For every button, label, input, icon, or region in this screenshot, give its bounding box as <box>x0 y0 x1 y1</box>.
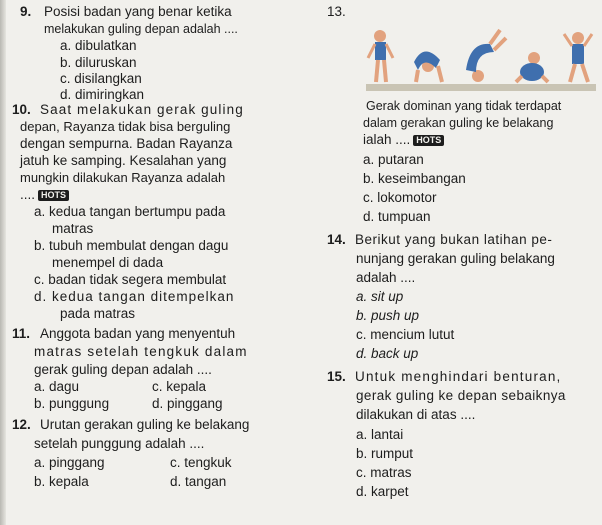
q10-line2: depan, Rayanza tidak bisa berguling <box>20 119 231 134</box>
q13-hots-badge: HOTS <box>413 135 444 146</box>
q11-option-d: d. pinggang <box>152 396 223 411</box>
figure-1 <box>368 30 393 82</box>
q15-line1: Untuk menghindari benturan, <box>355 369 562 384</box>
q10-dots: .... <box>20 187 36 202</box>
q11-line1: Anggota badan yang menyentuh <box>40 326 236 341</box>
q14-option-b: b. push up <box>356 308 420 323</box>
q13-line3 <box>363 132 444 148</box>
q11-line3: gerak guling depan adalah .... <box>34 362 212 377</box>
guling-sequence-illustration <box>366 22 596 94</box>
q13-number: 13. <box>327 4 346 19</box>
q15-line2: gerak guling ke depan sebaiknya <box>356 388 566 403</box>
q10-line3: dengan sempurna. Badan Rayanza <box>20 136 233 151</box>
q15-option-c: c. matras <box>356 465 412 480</box>
q11-option-b: b. punggung <box>34 396 110 411</box>
q11-option-a: a. dagu <box>34 379 80 394</box>
q10-option-b: b. tubuh membulat dengan dagu <box>34 238 229 253</box>
q9-line1: Posisi badan yang benar ketika <box>44 4 232 19</box>
q13-option-c: c. lokomotor <box>363 190 437 205</box>
q14-number: 14. <box>327 232 346 247</box>
q11-number: 11. <box>12 326 31 341</box>
figure-5 <box>564 32 592 82</box>
q14-line2: nunjang gerakan guling belakang <box>356 251 555 266</box>
q10-option-c: c. badan tidak segera membulat <box>34 272 227 287</box>
q9-option-a: a. dibulatkan <box>60 38 137 53</box>
q12-line2: setelah punggung adalah .... <box>34 436 205 451</box>
page-binding-edge <box>0 0 6 525</box>
q12-line1: Urutan gerakan guling ke belakang <box>40 417 250 432</box>
q15-option-a: a. lantai <box>356 427 404 442</box>
q13-option-a: a. putaran <box>363 152 424 167</box>
q10-hots-badge: HOTS <box>38 190 69 201</box>
q10-line5: mungkin dilakukan Rayanza adalah <box>20 170 226 185</box>
q10-option-a: a. kedua tangan bertumpu pada <box>34 204 226 219</box>
q15-number: 15. <box>327 369 346 384</box>
q13-line2: dalam gerakan guling ke belakang <box>363 116 554 130</box>
q14-line3: adalah .... <box>356 270 416 285</box>
q14-option-d: d. back up <box>356 346 419 361</box>
q9-line2: melakukan guling depan adalah .... <box>44 22 238 36</box>
q10-dots-hots <box>20 187 69 203</box>
q9-option-b: b. diluruskan <box>60 55 137 70</box>
figure-4 <box>516 52 548 82</box>
q13-line1: Gerak dominan yang tidak terdapat <box>366 99 562 113</box>
q11-option-c: c. kepala <box>152 379 207 394</box>
mat <box>366 84 596 91</box>
q14-option-c: c. mencium lutut <box>356 327 455 342</box>
q15-line3: dilakukan di atas .... <box>356 407 476 422</box>
q15-option-b: b. rumput <box>356 446 414 461</box>
q10-option-d-cont: pada matras <box>60 306 136 321</box>
q13-option-b: b. keseimbangan <box>363 171 466 186</box>
q13-option-d: d. tumpuan <box>363 209 431 224</box>
q9-option-c: c. disilangkan <box>60 71 142 86</box>
q12-option-a: a. pinggang <box>34 455 105 470</box>
q9-option-d: d. dimiringkan <box>60 87 145 102</box>
q9-number: 9. <box>20 4 32 19</box>
q10-line1: Saat melakukan gerak guling <box>40 102 244 117</box>
q12-option-c: c. tengkuk <box>170 455 232 470</box>
q14-line1: Berikut yang bukan latihan pe- <box>355 232 553 247</box>
q12-option-b: b. kepala <box>34 474 89 489</box>
q10-option-d: d. kedua tangan ditempelkan <box>34 289 235 304</box>
q13-ialah: ialah .... <box>363 132 411 147</box>
figure-2 <box>414 51 442 82</box>
q10-option-a-cont: matras <box>52 221 94 236</box>
q11-line2: matras setelah tengkuk dalam <box>34 344 248 359</box>
q14-option-a: a. sit up <box>356 289 404 304</box>
q10-number: 10. <box>12 102 31 117</box>
q10-line4: jatuh ke samping. Kesalahan yang <box>20 153 227 168</box>
q12-option-d: d. tangan <box>170 474 227 489</box>
q10-option-b-cont: menempel di dada <box>52 255 164 270</box>
q12-number: 12. <box>12 417 31 432</box>
figure-3 <box>466 30 506 82</box>
q15-option-d: d. karpet <box>356 484 409 499</box>
